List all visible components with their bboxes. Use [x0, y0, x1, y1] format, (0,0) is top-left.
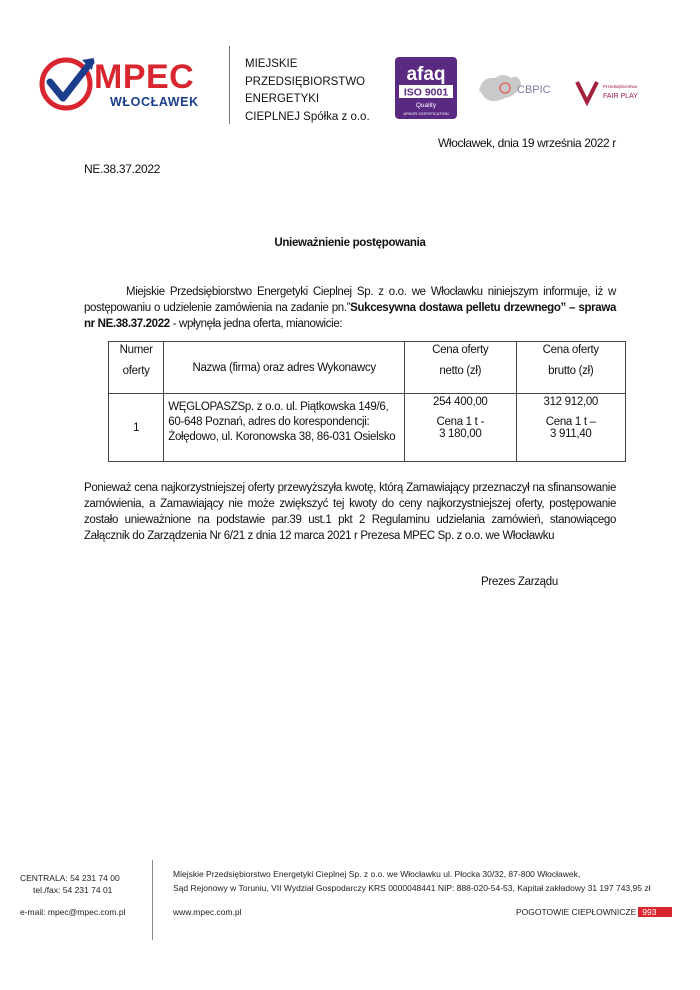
company-name [245, 56, 370, 126]
logo-city: WŁOCŁAWEK [110, 95, 199, 109]
emergency-label: POGOTOWIE CIEPŁOWNICZE [516, 907, 637, 917]
header-gross-line1: Cena oferty [542, 344, 599, 356]
afaq-text: afaq [406, 64, 446, 85]
footer-divider [152, 860, 153, 940]
header-net-line1: Cena oferty [432, 344, 489, 356]
footer-address [173, 867, 650, 895]
cbpic-text: CBPIC [517, 84, 551, 96]
iso-text: ISO 9001 [403, 86, 449, 99]
offers-table [108, 341, 626, 462]
logo-name: MPEC [94, 58, 195, 96]
offer-gross [516, 394, 625, 462]
table-header-row [109, 342, 626, 394]
header-gross [516, 342, 625, 394]
body-paragraph: Ponieważ cena najkorzystniejszej oferty przewyższyła kwotę, którą Zamawiający przeznaczył na sfinansowanie zamówienia, a Zamawiający nie może zwiększyć tej kwoty do ceny najkorzystniejszej oferty, postępowanie zostało unieważnione na podstawie par.39 ust.1 pkt 2 Regulaminu udzielania zamówień, stanowiącego Załącznik do Zarządzenia Nr 6/21 z dnia 12 marca 2021 r Prezesa MPEC Sp. z o.o. we Włocławku [84, 482, 616, 542]
europe-map-icon [475, 70, 553, 106]
offer-number: 1 [109, 394, 164, 462]
footer-emergency [516, 907, 672, 917]
mpec-check-arrow-logo-icon [36, 52, 98, 114]
header-gross-line2: brutto (zł) [548, 365, 594, 377]
fair-play-logo [575, 78, 675, 106]
date-line: Włocławek, dnia 19 września 2022 r [438, 136, 616, 150]
intro-paragraph [84, 284, 616, 332]
footer-address-line1: Miejskie Przedsiębiorstwo Energetyki Cieplnej Sp. z o.o. we Włocławku ul. Płocka 30/32, 87-800 Włocławek, [173, 869, 581, 879]
header-net [405, 342, 517, 394]
intro-text-end: - wpłynęła jedna oferta, mianowicie: [169, 318, 343, 330]
reference-number: NE.38.37.2022 [84, 162, 161, 176]
offer-contractor: WĘGLOPASZSp. z o.o. ul. Piątkowska 149/6, 60-648 Poznań, adres do korespondencji: Żołędowo, ul. Koronowska 38, 86-031 Osielsko [164, 394, 405, 462]
table-row [109, 394, 626, 462]
afaq-iso-logo [395, 57, 457, 119]
afnor-text: AFNOR CERTIFICATION [403, 111, 449, 116]
company-line: MIEJSKIE [245, 58, 298, 70]
fair-play-small-text: Przedsiębiorstwo [603, 84, 638, 89]
net-unit-label: Cena 1 t - [436, 416, 484, 428]
footer-contacts [20, 872, 120, 896]
document-title: Unieważnienie postępowania [274, 237, 426, 249]
footer-fax: tel./fax: 54 231 74 01 [33, 885, 113, 895]
header-name: Nazwa (firma) oraz adres Wykonawcy [164, 342, 405, 394]
company-line: ENERGETYKI [245, 93, 320, 105]
net-unit: 3 180,00 [439, 428, 482, 440]
company-line: PRZEDSIĘBIORSTWO [245, 75, 366, 88]
footer-website-link[interactable]: www.mpec.com.pl [173, 907, 242, 917]
header-number [109, 342, 164, 394]
header-net-line2: netto (zł) [439, 365, 482, 377]
company-line: CIEPLNEJ Spółka z o.o. [245, 110, 370, 123]
intro-bold-text: Sukcesywna dostawa pelletu drzewnego” – sprawa nr NE.38.37.2022 [84, 302, 616, 330]
signature: Prezes Zarządu [481, 576, 558, 588]
quality-text: Quality [415, 102, 437, 109]
header-number-line1: Numer [119, 344, 153, 356]
header-divider [229, 46, 230, 124]
gross-unit: 3 911,40 [550, 428, 592, 440]
gross-unit-label: Cena 1 t – [545, 416, 596, 428]
gross-total: 312 912,00 [543, 396, 599, 408]
afaq-badge-icon [395, 57, 457, 119]
fair-play-badge-icon [575, 78, 675, 106]
header-number-line2: oferty [122, 365, 150, 377]
footer-phone: CENTRALA: 54 231 74 00 [20, 873, 120, 883]
cbpic-logo [475, 70, 553, 106]
intro-text: Miejskie Przedsiębiorstwo Energetyki Cieplnej Sp. z o.o. we Włocławku niniejszym informuje, iż w postępowaniu o udzielenie zamówienia na zadanie pn.” [84, 286, 616, 314]
fair-play-text: FAIR PLAY [603, 93, 638, 100]
net-total: 254 400,00 [432, 396, 488, 408]
footer-email[interactable]: e-mail: mpec@mpec.com.pl [20, 907, 126, 917]
offer-net [405, 394, 517, 462]
footer-address-line2: Sąd Rejonowy w Toruniu, VII Wydział Gospodarczy KRS 0000048441 NIP: 888-020-54-53, Kapitał zakładowy 31 197 743,95 zł [173, 883, 651, 893]
emergency-number: 993 [638, 907, 672, 917]
